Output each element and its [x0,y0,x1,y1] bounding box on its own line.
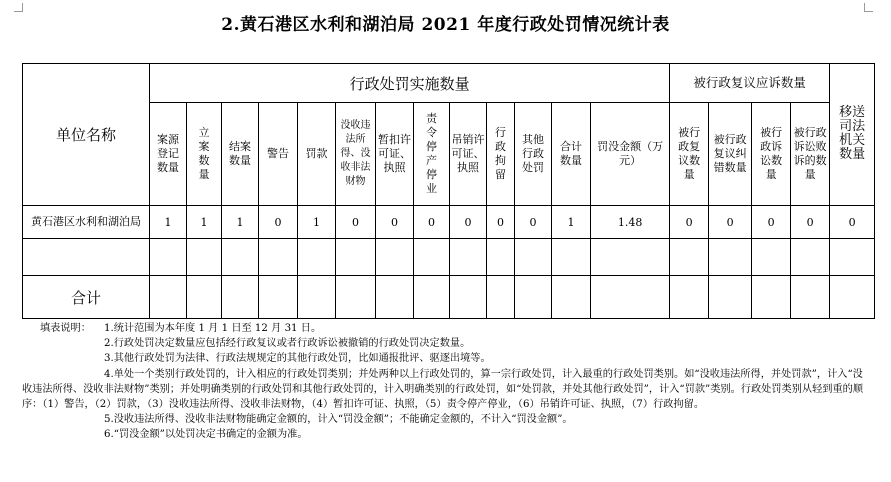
cell-total-count: 1 [552,206,591,239]
table-notes [22,321,867,443]
cell-case-filed: 1 [187,206,222,239]
header-other-penalty: 其他行政处罚 [515,103,552,206]
notes-line-6: 6.“罚没金额”以处罚决定书确定的金额为准。 [104,429,308,441]
row-unit-name: 黄石港区水利和湖泊局 [23,206,150,239]
cell-order-stop: 0 [414,206,450,239]
cell-litigation-lost: 0 [791,206,830,239]
header-warning: 警告 [259,103,298,206]
page-title: 2.黄石港区水利和湖泊局 2021 年度行政处罚情况统计表 [221,15,670,35]
notes-line-4: 4.单处一个类别行政处罚的，计入相应的行政处罚类别；并处两种以上行政处罚的，算一宗行政处罚，计入最重的行政处罚类别。如“没收违法所得，并处罚款”，计入“没收违法所得、没收非法财物”类别；并处明确类别的行政处罚和其他行政处罚的，计入明确类别的行政处罚，如“处罚款，并处其他行政处罚”，计入“罚款”类别。行政处罚类别从轻到重的顺序：（1）警告，（2）罚款，（3）没收违法所得、没收非法财物，（4）暂扣许可证、执照，（5）责令停产停业，（6）吊销许可证、执照，（7）行政拘留。 [22,368,864,411]
header-case-filed: 立案数量 [187,103,222,206]
unit-name-header: 单位名称 [23,64,150,206]
cell-review-count: 0 [670,206,709,239]
table-header-row-1 [23,64,875,103]
empty-cell [23,239,150,276]
cell-license-suspension: 0 [376,206,414,239]
penalty-group-header: 行政处罚实施数量 [150,64,670,103]
notes-line-1: 填表说明： 1.统计范围为本年度 1 月 1 日至 12 月 31 日。 [22,321,867,336]
header-review-count: 被行政复议数量 [670,103,709,206]
cell-fine: 1 [298,206,336,239]
cell-case-registered: 1 [150,206,187,239]
cell-transfer-judicial: 0 [830,206,875,239]
cell-fine-amount: 1.48 [591,206,670,239]
table-row [23,206,875,239]
penalty-statistics-table [22,63,875,319]
notes-label: 填表说明： [40,323,91,334]
header-order-stop: 责令停产停业 [414,103,450,206]
cell-review-corrected: 0 [709,206,752,239]
total-label: 合计 [23,276,150,319]
cell-detention: 0 [487,206,515,239]
header-litigation-count: 被行政诉讼数量 [752,103,791,206]
cell-warning: 0 [259,206,298,239]
header-litigation-lost: 被行政诉讼败诉的数量 [791,103,830,206]
transfer-judicial-header: 移送司法机关数量 [830,64,875,206]
header-license-revocation: 吊销许可证、执照 [450,103,487,206]
table-row-empty [23,239,875,276]
header-license-suspension: 暂扣许可证、执照 [376,103,414,206]
cell-license-revocation: 0 [450,206,487,239]
cell-confiscation: 0 [336,206,376,239]
table-header-row-2 [23,103,875,206]
header-detention: 行政拘留 [487,103,515,206]
cell-case-closed: 1 [222,206,259,239]
cell-litigation-count: 0 [752,206,791,239]
header-fine: 罚款 [298,103,336,206]
notes-line-2: 2.行政处罚决定数量应包括经行政复议或者行政诉讼被撤销的行政处罚决定数量。 [104,338,471,350]
header-confiscation: 没收违法所得、没收非法财物 [336,103,376,206]
table-total-row [23,276,875,319]
review-group-header: 被行政复议应诉数量 [670,64,830,103]
header-review-corrected: 被行政复议纠错数量 [709,103,752,206]
header-total-count: 合计数量 [552,103,591,206]
header-fine-amount: 罚没金额（万元） [591,103,670,206]
header-case-registered: 案源登记数量 [150,103,187,206]
notes-line-3: 3.其他行政处罚为法律、行政法规规定的其他行政处罚，比如通报批评、驱逐出境等。 [104,353,491,365]
header-case-closed: 结案数量 [222,103,259,206]
notes-line-5: 5.没收违法所得、没收非法财物能确定金额的，计入“罚没金额”；不能确定金额的，不计入“罚没金额”。 [104,414,573,426]
cell-other-penalty: 0 [515,206,552,239]
